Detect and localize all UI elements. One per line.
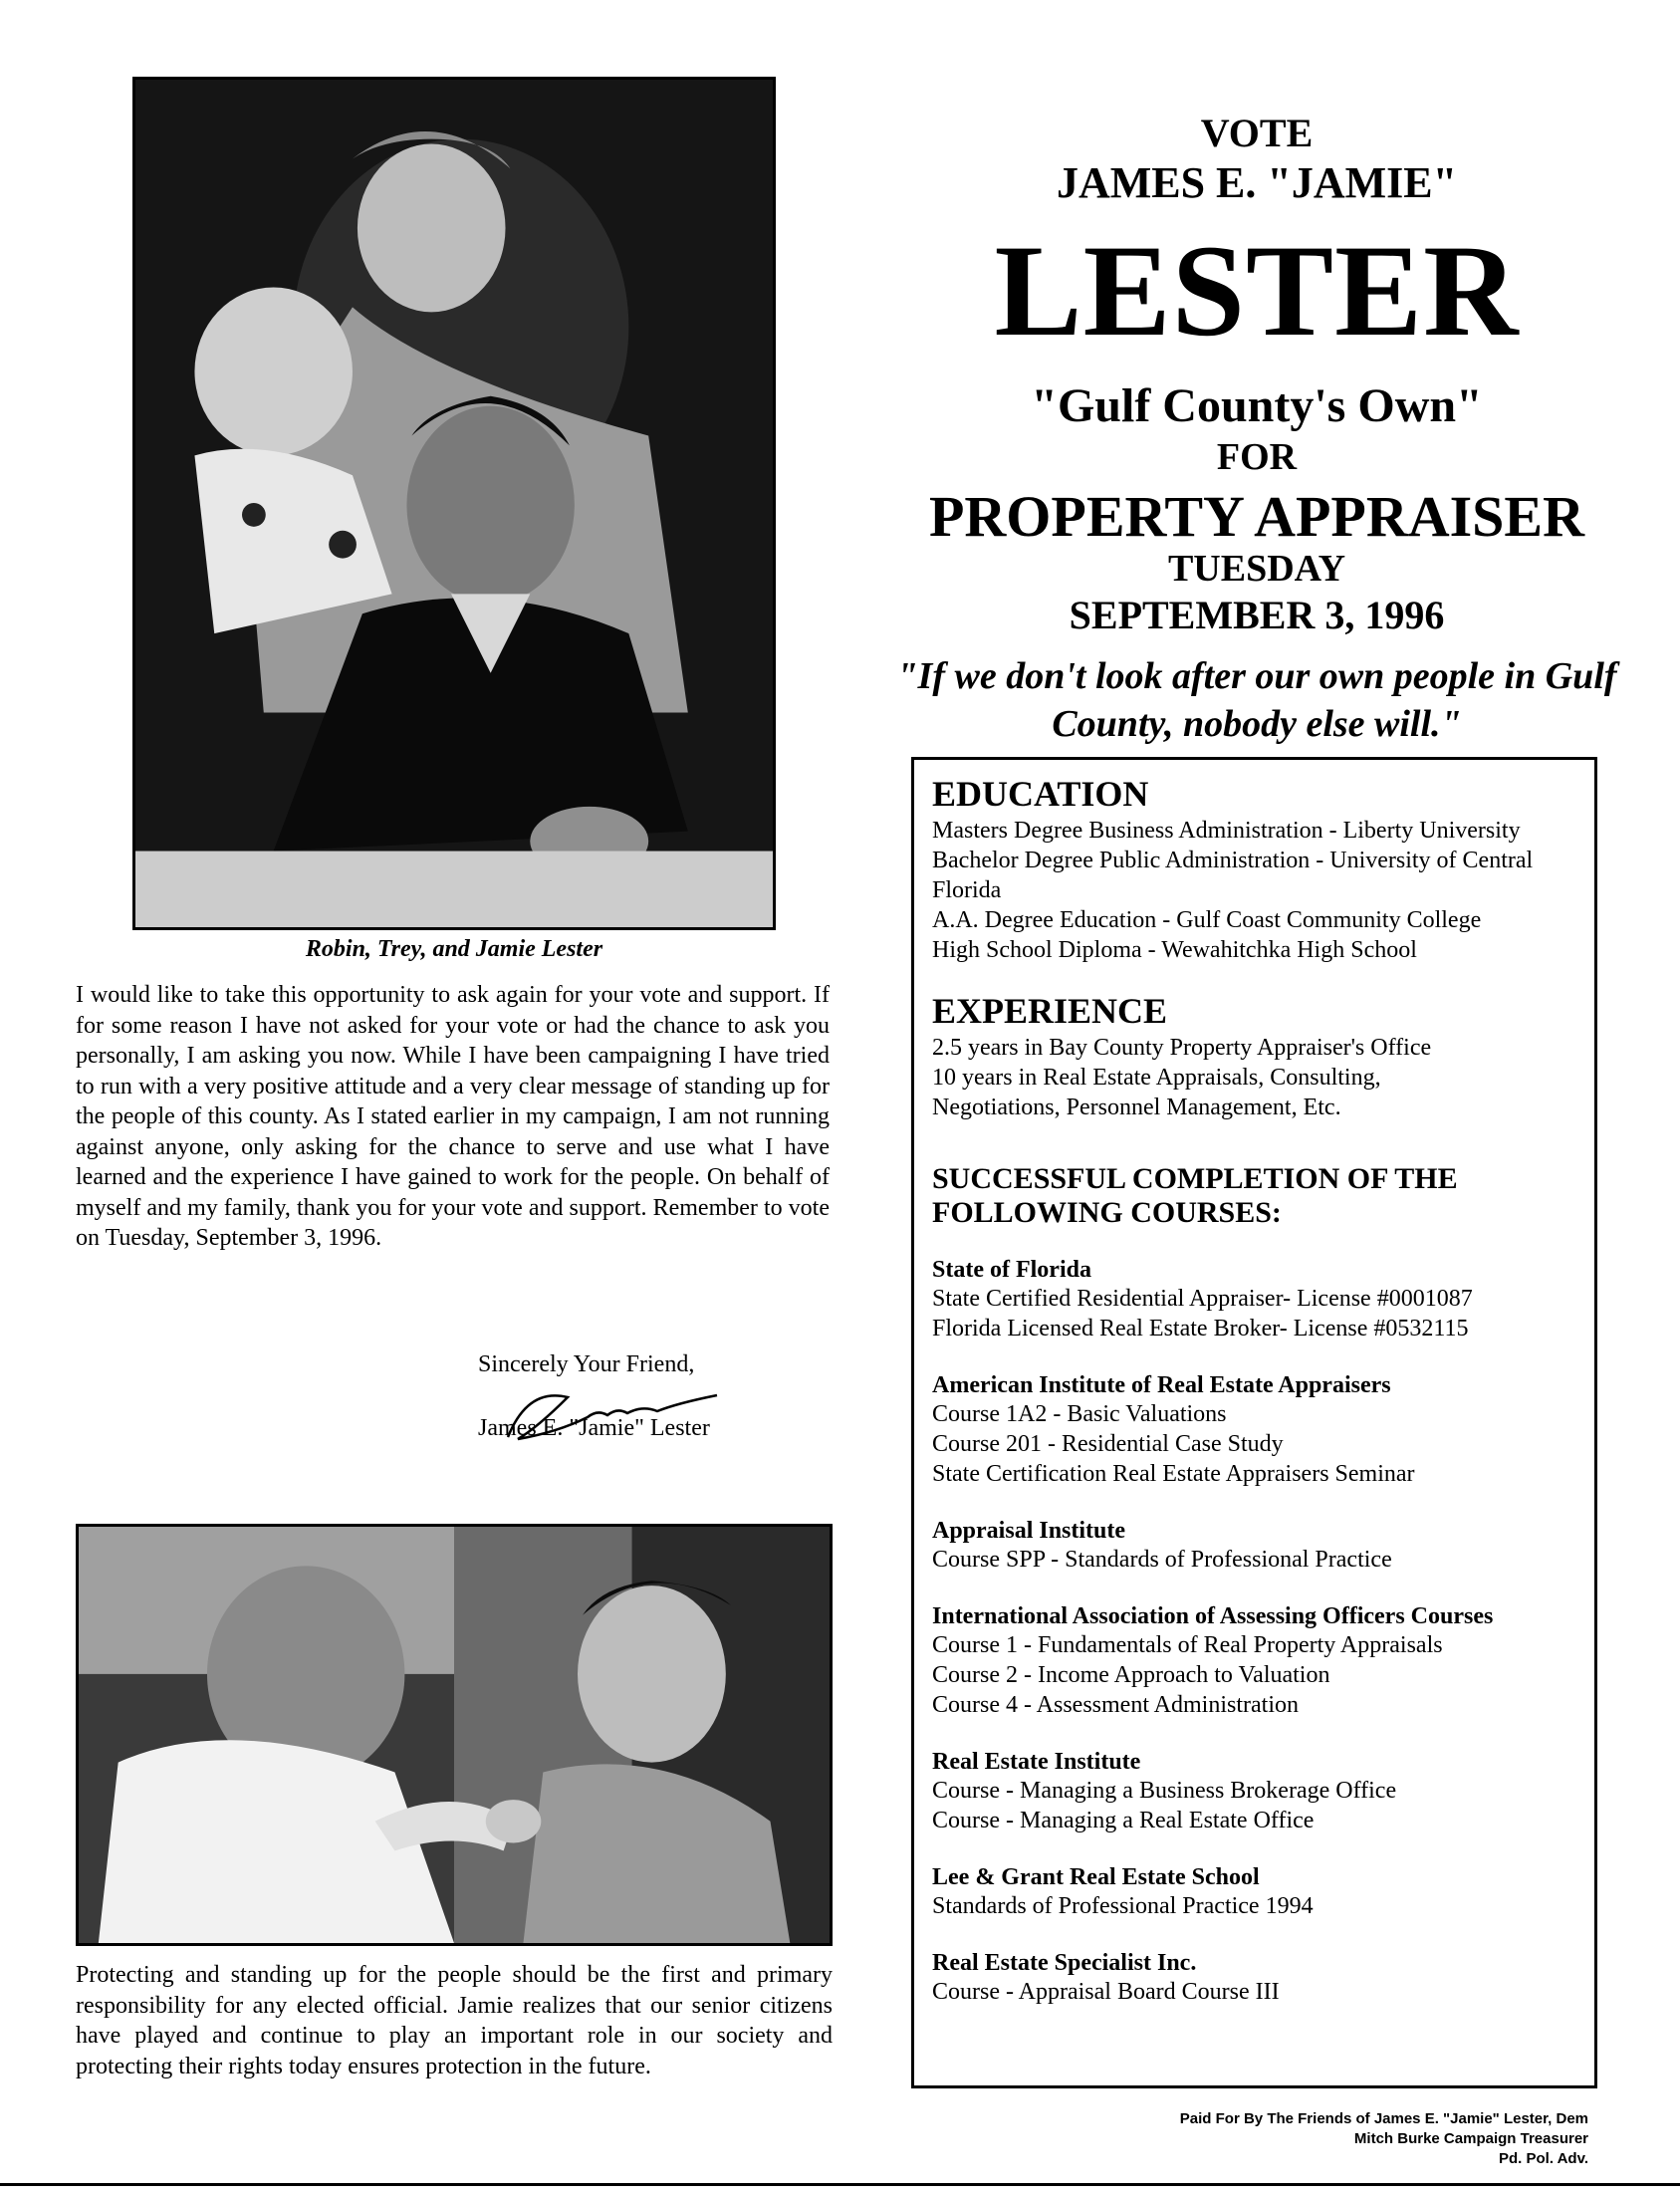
courses-heading: FOLLOWING COURSES: [932,1196,1282,1229]
education-item: Masters Degree Business Administration - Liberty University [932,818,1521,844]
family-portrait-photo [132,77,776,930]
election-day: TUESDAY [1167,548,1346,590]
course-org: International Association of Assessing Officers Courses [932,1603,1494,1629]
family-portrait-icon [135,80,773,927]
course-item: Course 1 - Fundamentals of Real Property Appraisals [932,1632,1443,1658]
course-item: Course 201 - Residential Case Study [932,1431,1284,1457]
experience-item: 10 years in Real Estate Appraisals, Consulting, [932,1065,1381,1091]
signature-icon [498,1377,727,1447]
education-item: Bachelor Degree Public Administration - University of Central Florida [932,848,1534,903]
qualifications-box [911,757,1597,2088]
course-item: Course 1A2 - Basic Valuations [932,1401,1227,1427]
course-item: Course 4 - Assessment Administration [932,1692,1299,1718]
course-group [932,1949,1580,2007]
course-item: Course - Managing a Real Estate Office [932,1808,1315,1833]
experience-item: 2.5 years in Bay County Property Appraiser's Office [932,1035,1432,1061]
candidate-surname: LESTER [994,217,1520,364]
course-group [932,1256,1580,1343]
course-group [932,1748,1580,1835]
signer-name: James E. "Jamie" Lester [478,1415,710,1441]
course-org: Real Estate Institute [932,1749,1141,1775]
course-group [932,1371,1580,1489]
course-item: Course 2 - Income Approach to Valuation [932,1662,1330,1688]
vote-heading: VOTE [1200,111,1314,155]
senior-citizen-photo [76,1524,833,1946]
course-org: Appraisal Institute [932,1518,1126,1544]
education-item: High School Diploma - Wewahitchka High School [932,937,1417,963]
photo-caption: Robin, Trey, and Jamie Lester [305,936,603,962]
course-org: Lee & Grant Real Estate School [932,1864,1260,1890]
disclaimer-line: Paid For By The Friends of James E. "Jamie" Lester, Dem [1179,2110,1588,2127]
course-item: State Certified Residential Appraiser- License #0001087 [932,1286,1473,1312]
course-item: Course SPP - Standards of Professional Practice [932,1547,1392,1573]
campaign-letter: I would like to take this opportunity to ask again for your vote and support. If for some reason I have not asked for your vote or had the chance to ask you personally, I am asking you now. While I have been campaigning I have tried to run with a very positive attitude and a very clear message of standing up for the people of this county. As I stated earlier in my campaign, I am not running against anyone, only asking for the chance to serve and use what I have learned and the experience I have gained to work for the people. On behalf of myself and my family, thank you for your vote and support. Remember to vote on Tuesday, September 3, 1996. [76,982,830,1251]
seniors-paragraph: Protecting and standing up for the people should be the first and primary responsibility for any elected official. Jamie realizes that our senior citizens have played and continue to play an important role in our society and protecting their rights today ensures protection in the future. [76,1962,833,2079]
courses-heading: SUCCESSFUL COMPLETION OF THE [932,1162,1458,1195]
for-label: FOR [1216,436,1298,478]
course-group [932,1863,1580,1921]
closing-salutation: Sincerely Your Friend, [478,1351,695,1377]
course-group [932,1602,1580,1720]
course-org: American Institute of Real Estate Appraisers [932,1372,1391,1398]
course-item: State Certification Real Estate Appraisers Seminar [932,1461,1415,1487]
office-title: PROPERTY APPRAISER [928,484,1585,549]
course-item: Standards of Professional Practice 1994 [932,1893,1314,1919]
election-date: SEPTEMBER 3, 1996 [1069,593,1445,637]
course-org: Real Estate Specialist Inc. [932,1950,1197,1976]
course-item: Course - Managing a Business Brokerage Office [932,1778,1397,1804]
slogan: "Gulf County's Own" [1031,379,1483,432]
disclaimer-line: Mitch Burke Campaign Treasurer [1353,2130,1588,2147]
experience-heading: EXPERIENCE [932,991,1168,1031]
experience-item: Negotiations, Personnel Management, Etc. [932,1095,1341,1120]
course-item: Florida Licensed Real Estate Broker- License #0532115 [932,1316,1469,1342]
education-item: A.A. Degree Education - Gulf Coast Community College [932,907,1482,933]
senior-citizen-icon [79,1527,830,1943]
course-group [932,1517,1580,1575]
signoff-block [478,1349,797,1443]
paid-for-disclaimer [891,2109,1588,2169]
education-heading: EDUCATION [932,774,1149,814]
campaign-quote: "If we don't look after our own people in Gulf County, nobody else will." [896,655,1617,745]
course-item: Course - Appraisal Board Course III [932,1979,1280,2005]
disclaimer-line: Pd. Pol. Adv. [1498,2150,1588,2167]
course-org: State of Florida [932,1257,1091,1283]
candidate-name-line: JAMES E. "JAMIE" [1056,158,1458,207]
bottom-rule [0,2183,1680,2186]
